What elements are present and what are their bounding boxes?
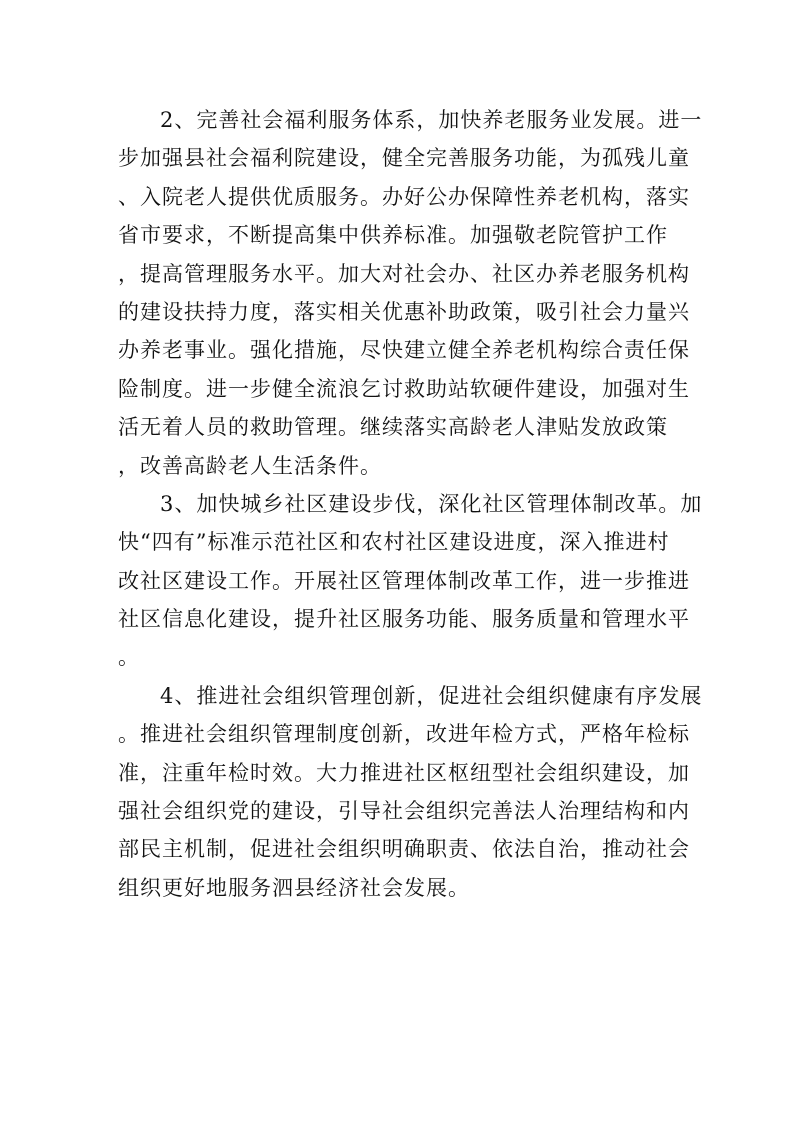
text-line: 的建设扶持力度，落实相关优惠补助政策，吸引社会力量兴 bbox=[118, 299, 690, 324]
text-line: 部民主机制，促进社会组织明确职责、依法自治，推动社会 bbox=[118, 837, 690, 862]
document-body bbox=[118, 101, 703, 907]
text-line: 快“四有”标准示范社区和农村社区建设进度，深入推进村 bbox=[118, 530, 670, 555]
text-line: ，改善高龄老人生活条件。 bbox=[118, 453, 382, 478]
text-line: 改社区建设工作。开展社区管理体制改革工作，进一步推进 bbox=[118, 568, 690, 593]
text-line: 省市要求，不断提高集中供养标准。加强敬老院管护工作 bbox=[118, 223, 668, 248]
text-line: 2、完善社会福利服务体系，加快养老服务业发展。进一 bbox=[160, 108, 703, 132]
text-line: 险制度。进一步健全流浪乞讨救助站软硬件建设，加强对生 bbox=[118, 376, 690, 401]
paragraph-social-organization bbox=[118, 677, 703, 907]
text-line: 强社会组织党的建设，引导社会组织完善法人治理结构和内 bbox=[118, 799, 690, 824]
text-line: 3、加快城乡社区建设步伐，深化社区管理体制改革。加 bbox=[160, 491, 703, 516]
text-line: 办养老事业。强化措施，尽快建立健全养老机构综合责任保 bbox=[118, 338, 690, 363]
paragraph-community-construction bbox=[118, 485, 703, 677]
paragraph-social-welfare bbox=[118, 101, 703, 485]
text-line: 。 bbox=[118, 645, 140, 670]
text-line: 准，注重年检时效。大力推进社区枢纽型社会组织建设，加 bbox=[118, 760, 690, 785]
text-line: 社区信息化建设，提升社区服务功能、服务质量和管理水平 bbox=[118, 607, 690, 632]
text-line: 、入院老人提供优质服务。办好公办保障性养老机构，落实 bbox=[118, 184, 690, 209]
text-line: 组织更好地服务泗县经济社会发展。 bbox=[118, 875, 470, 900]
text-line: 步加强县社会福利院建设，健全完善服务功能，为孤残儿童 bbox=[118, 146, 690, 171]
text-line: 。推进社会组织管理制度创新，改进年检方式，严格年检标 bbox=[118, 722, 690, 747]
text-line: ，提高管理服务水平。加大对社会办、社区办养老服务机构 bbox=[118, 261, 690, 286]
text-line: 活无着人员的救助管理。继续落实高龄老人津贴发放政策 bbox=[118, 415, 668, 440]
text-line: 4、推进社会组织管理创新，促进社会组织健康有序发展 bbox=[160, 683, 703, 708]
